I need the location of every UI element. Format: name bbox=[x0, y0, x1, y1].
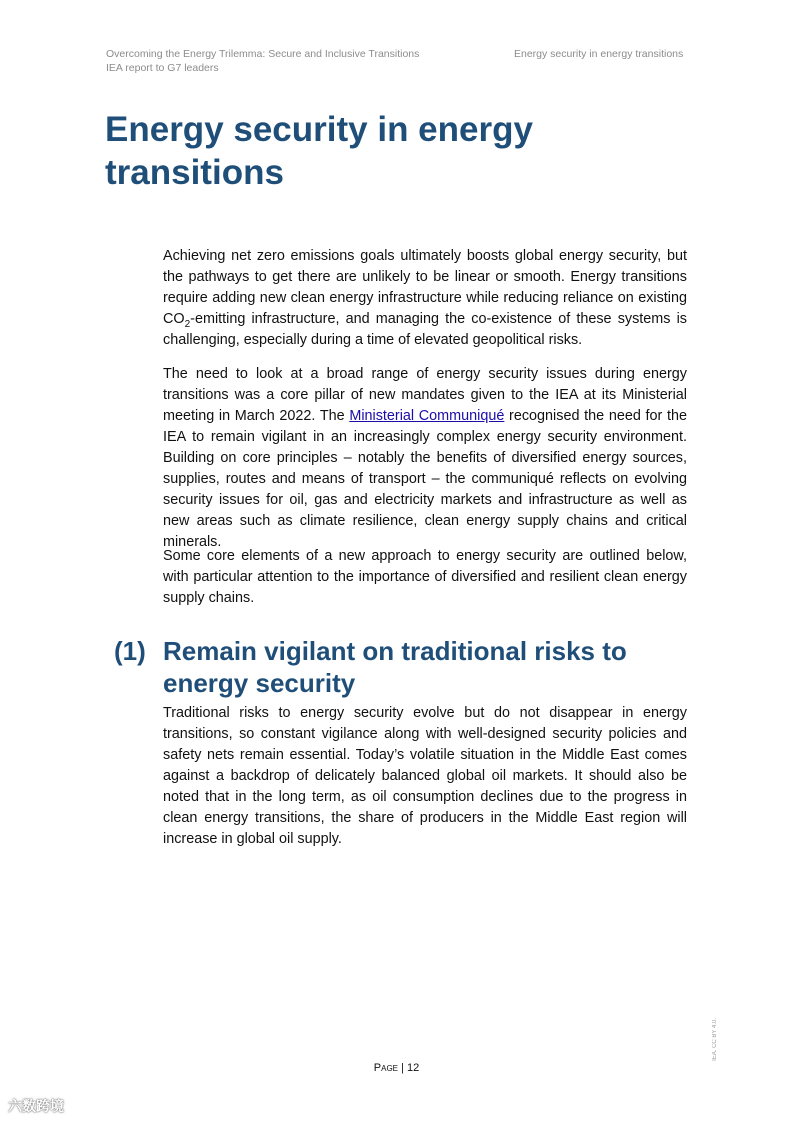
license-note: IEA. CC BY 4.0. bbox=[712, 1018, 718, 1061]
paragraph-1-text-a: Achieving net zero emissions goals ultimately boosts global energy security, but the pathways to get there are unlikely to be linear or smooth. Energy transitions require adding new clean energy infrastructure while reducing reliance on existing CO bbox=[163, 248, 687, 327]
paragraph-2-text-a: The need to look at a broad range of energy security issues during energy transitions was a core pillar of new mandates given to the IEA at its Ministerial meeting in March 2022. The bbox=[163, 366, 687, 424]
paragraph-4: Traditional risks to energy security evolve but do not disappear in energy transitions, so constant vigilance along with well-designed security policies and safety nets remain essential. Today’s volatile situation in the Middle East comes against a backdrop of delicately balanced global oil markets. It should also be noted that in the long term, as oil consumption declines due to the progress in clean energy transitions, the share of producers in the Middle East region will increase in global oil supply. bbox=[163, 705, 687, 847]
report-subtitle: IEA report to G7 leaders bbox=[106, 62, 219, 74]
watermark-logo: 六数跨境 bbox=[8, 1098, 64, 1114]
paragraph-1 bbox=[163, 246, 687, 351]
page-label: Page bbox=[373, 1062, 398, 1074]
running-header-left bbox=[106, 47, 419, 75]
section-number: (1) bbox=[114, 636, 146, 666]
paragraph-2 bbox=[163, 364, 687, 553]
page-separator: | bbox=[398, 1062, 407, 1074]
paragraph-3: Some core elements of a new approach to energy security are outlined below, with particular attention to the importance of diversified and resilient clean energy supply chains. bbox=[163, 548, 687, 606]
page-title: Energy security in energy transitions bbox=[105, 110, 533, 192]
page-footer bbox=[0, 1062, 793, 1074]
section-heading: Remain vigilant on traditional risks to energy security bbox=[163, 636, 627, 698]
paragraph-2-text-b: recognised the need for the IEA to remain vigilant in an increasingly complex energy security environment. Building on core principles – notably the benefits of diversified energy sources, supplies, routes and means of transport – the communiqué reflects on evolving security issues for oil, gas and electricity markets and infrastructure as well as new areas such as climate resilience, clean energy supply chains and critical minerals. bbox=[163, 408, 687, 550]
ministerial-communique-link[interactable]: Ministerial Communiqué bbox=[349, 408, 505, 424]
paragraph-1-text-b: -emitting infrastructure, and managing the co-existence of these systems is challenging, especially during a time of elevated geopolitical risks. bbox=[163, 311, 687, 348]
co2-subscript: 2 bbox=[184, 318, 191, 330]
report-title: Overcoming the Energy Trilemma: Secure and Inclusive Transitions bbox=[106, 48, 420, 60]
page-number: 12 bbox=[406, 1062, 420, 1074]
running-header-right: Energy security in energy transitions bbox=[514, 48, 684, 60]
